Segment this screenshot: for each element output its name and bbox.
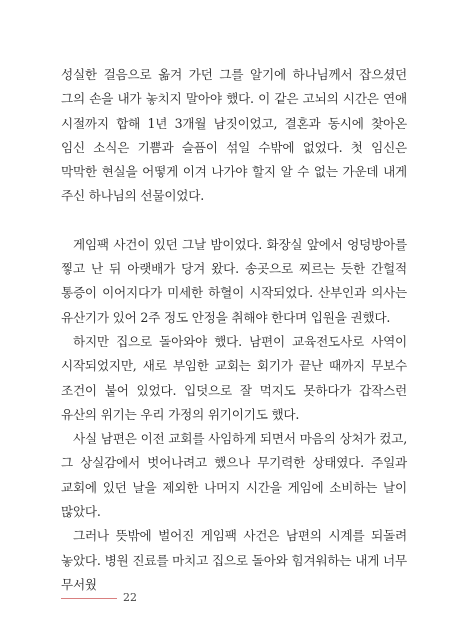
paragraph-3: 하지만 집으로 돌아와야 했다. 남편이 교육전도사로 사역이 시작되었지만, 새로 부임한 교회는 회기가 끝난 때까지 무보수 조건이 붙어 있었다. 입덧으로 잘 먹지도 못하다가 갑작스런 유산의 위기는 우리 가정의 위기이기도 했다. xyxy=(61,333,407,422)
paragraph-2: 게임팩 사건이 있던 그날 밤이었다. 화장실 앞에서 엉덩방아를 찧고 난 뒤 아랫배가 당겨 왔다. 송곳으로 찌르는 듯한 간헐적 통증이 이어지다가 미세한 하혈이 시작되었다. 산부인과 의사는 유산기가 있어 2주 정도 안정을 취해야 한다며 입원을 권했다. xyxy=(61,236,407,325)
paragraph-gap xyxy=(61,209,407,233)
page-number: 22 xyxy=(123,591,137,604)
paragraph-4: 사실 남편은 이전 교회를 사임하게 되면서 마음의 상처가 컸고, 그 상실감에서 벗어나려고 했으나 무기력한 상태였다. 주일과 교회에 있던 날을 제외한 나머지 시간을 게임에 소비하는 날이 많았다. xyxy=(61,431,407,520)
paragraph-1: 성실한 걸음으로 옮겨 가던 그를 알기에 하나님께서 잡으셨던 그의 손을 내가 놓치지 말아야 했다. 이 같은 고뇌의 시간은 연애 시절까지 합해 1년 3개월 남짓이었고, 결혼과 동시에 찾아온 임신 소식은 기쁨과 슬픔이 섞일 수밖에 없었다. 첫 임신은 막막한 현실을 어떻게 이겨 나가야 할지 알 수 없는 가운데 내게 주신 하나님의 선물이었다. xyxy=(61,67,407,204)
page-footer xyxy=(61,591,137,605)
paragraph-5: 그러나 뜻밖에 벌어진 게임팩 사건은 남편의 시계를 되돌려 놓았다. 병원 진료를 마치고 집으로 돌아와 힘겨워하는 내게 너무 무서웠 xyxy=(61,528,407,592)
body-text xyxy=(61,63,407,597)
footer-rule xyxy=(61,598,117,599)
